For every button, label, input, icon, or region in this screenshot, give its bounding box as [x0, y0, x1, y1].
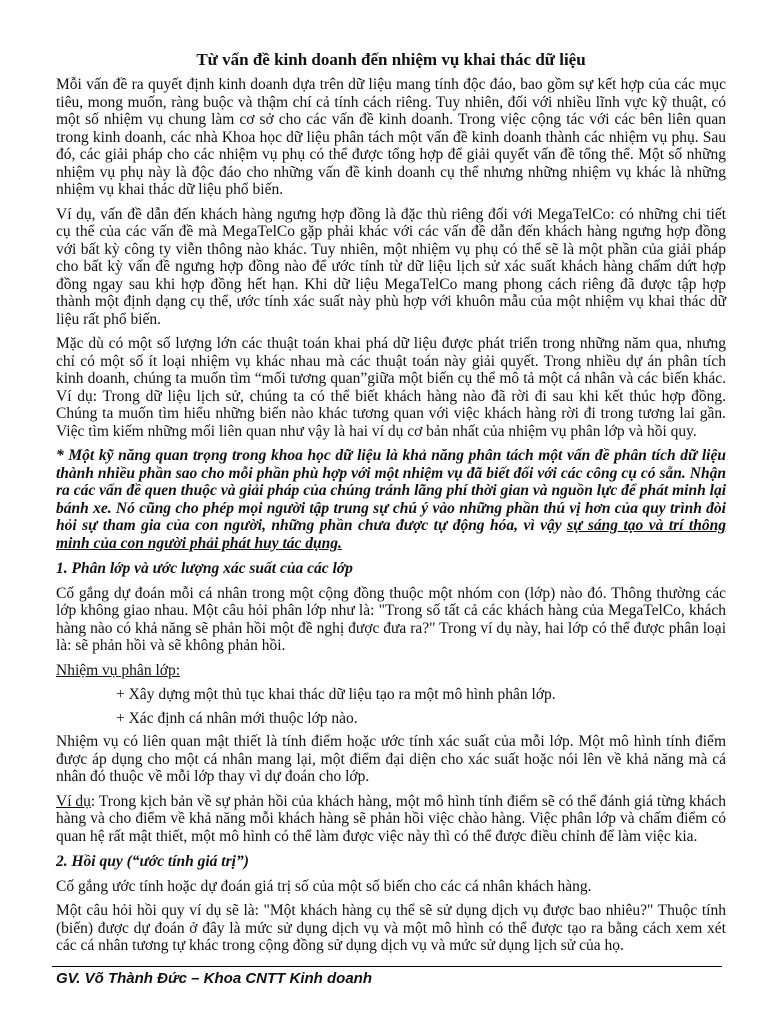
section-heading-classification: 1. Phân lớp và ước lượng xác suất của các lớp	[56, 560, 353, 577]
paragraph-scoring: Nhiệm vụ có liên quan mật thiết là tính điểm hoặc ước tính xác suất của mỗi lớp. Một mô hình tính điểm được áp dụng cho một cá nhân mang lại, một điểm đại diện cho xác suất hoặc nói lên về khả năng mà cá nhân đó thuộc về mỗi lớp thay vì dự đoán cho lớp.	[56, 733, 726, 785]
task-label: Nhiệm vụ phân lớp:	[56, 661, 180, 679]
paragraph-megatelco-example: Ví dụ, vấn đề dẫn đến khách hàng ngưng hợp đồng là đặc thù riêng đối với MegaTelCo: có những chi tiết cụ thể của các vấn đề mà MegaTelCo gặp phải khác với các vấn đề dẫn đến khách hàng ngưng hợp đồng với bất kỳ công ty viễn thông nào khác. Tuy nhiên, một nhiệm vụ phụ có thể sẽ là một phần của giải pháp cho bất kỳ vấn đề ngưng hợp đồng nào để ước tính từ dữ liệu lịch sử xác suất khách hàng chấm dứt hợp đồng ngay sau khi hợp đồng hết hạn. Khi dữ liệu MegaTelCo mang phong cách riêng đã được tập hợp thành một định dạng cụ thể, ước tính xác suất này phù hợp với khuôn mẫu của một nhiệm vụ khai thác dữ liệu rất phổ biến.	[56, 205, 726, 328]
key-skill-text: * Một kỹ năng quan trọng trong khoa học dữ liệu là khả năng phân tách một vấn đề phân tích dữ liệu thành nhiều phần sao cho mỗi phần phù hợp với một nhiệm vụ đã biết đối với các công cụ có sẵn. Nhận ra các vấn đề quen thuộc và giải pháp của chúng tránh lãng phí thời gian và nguồn lực để phát minh lại bánh xe. Nó cũng cho phép mọi người tập trung sự chú ý vào những phần thú vị hơn của quy trình đòi hỏi sự tham gia của con người, những phần chưa được tự động hóa, vì vậy	[56, 447, 726, 534]
paragraph-algorithms: Mặc dù có một số lượng lớn các thuật toán khai phá dữ liệu được phát triển trong những năm qua, nhưng chỉ có một số ít loại nhiệm vụ khác nhau mà các thuật toán này giải quyết. Trong nhiều dự án phân tích kinh doanh, chúng ta muốn tìm “mối tương quan”giữa một biến cụ thể mô tả một cá nhân và các biến khác. Ví dụ: Trong dữ liệu lịch sử, chúng ta có thể biết khách hàng nào đã rời đi sau khi kết thúc hợp đồng. Chúng ta muốn tìm hiểu những biến nào khác tương quan với việc khách hàng rời đi trong tương lai gần. Việc tìm kiếm những mối liên quan như vậy là hai ví dụ cơ bản nhất của nhiệm vụ phân lớp và hồi quy.	[56, 335, 726, 440]
example-text: : Trong kịch bản về sự phản hồi của khách hàng, một mô hình tính điểm sẽ có thể đánh giá từng khách hàng và cho điểm về khả năng mỗi khách hàng sẽ phản hồi việc chào hàng. Việc phân lớp và chấm điểm có quan hệ rất mật thiết, một mô hình có thể làm được việc này thì có thể được điều chỉnh để làm việc kia.	[56, 792, 726, 845]
paragraph-regression: Cố gắng ước tính hoặc dự đoán giá trị số của một số biến cho các cá nhân khách hàng.	[56, 877, 592, 895]
example-label: Ví dụ	[56, 792, 91, 810]
paragraph-regression-example: Một câu hỏi hồi quy ví dụ sẽ là: "Một khách hàng cụ thể sẽ sử dụng dịch vụ được bao nhiêu?" Thuộc tính (biến) được dự đoán ở đây là mức sử dụng dịch vụ và một mô hình có thể được tạo ra bằng cách xem xét các cá nhân tương tự khác trong cộng đồng sử dụng dịch vụ và mức sử dụng lịch sử của họ.	[56, 902, 726, 954]
footer-divider	[52, 966, 722, 967]
document-title: Từ vấn đề kinh doanh đến nhiệm vụ khai thác dữ liệu	[196, 50, 586, 69]
page-footer: GV. Võ Thành Đức – Khoa CNTT Kinh doanh	[56, 970, 372, 987]
paragraph-intro: Mỗi vấn đề ra quyết định kinh doanh dựa trên dữ liệu mang tính độc đáo, bao gồm sự kết hợp của các mục tiêu, mong muốn, ràng buộc và thậm chí cả tính cách riêng. Tuy nhiên, đối với nhiều lĩnh vực kỹ thuật, có một số nhiệm vụ chung làm cơ sở cho các vấn đề kinh doanh. Trong việc cộng tác với các bên liên quan trong kinh doanh, các nhà Khoa học dữ liệu phân tách một vấn đề kinh doanh thành các nhiệm vụ phụ. Sau đó, các giải pháp cho các nhiệm vụ phụ có thể được tổng hợp để giải quyết vấn đề tổng thể. Một số những nhiệm vụ phụ này là độc đáo cho những vấn đề kinh doanh cụ thể nhưng những nhiệm vụ khác là những nhiệm vụ khai thác dữ liệu phổ biến.	[56, 76, 726, 198]
paragraph-scoring-example	[56, 793, 726, 846]
paragraph-classification: Cố gắng dự đoán mỗi cá nhân trong một cộng đồng thuộc một nhóm con (lớp) nào đó. Thông thường các lớp không giao nhau. Một câu hỏi phân lớp như là: "Trong số tất cả các khách hàng của MegaTelCo, khách hàng nào có khả năng sẽ phản hồi một đề nghị được đưa ra?" Trong ví dụ này, hai lớp có thể được phân loại là: sẽ phản hồi và sẽ không phản hồi.	[56, 584, 726, 654]
document-body	[56, 50, 726, 962]
key-skill-note	[56, 447, 726, 552]
task-bullet-2: + Xác định cá nhân mới thuộc lớp nào.	[116, 709, 358, 727]
section-heading-regression: 2. Hồi quy (“ước tính giá trị”)	[56, 853, 249, 870]
task-bullet-1: + Xây dựng một thủ tục khai thác dữ liệu tạo ra một mô hình phân lớp.	[116, 686, 556, 703]
key-skill-underlined: sự sáng tạo và trí thông minh của con người phải phát huy tác dụng.	[56, 517, 726, 552]
